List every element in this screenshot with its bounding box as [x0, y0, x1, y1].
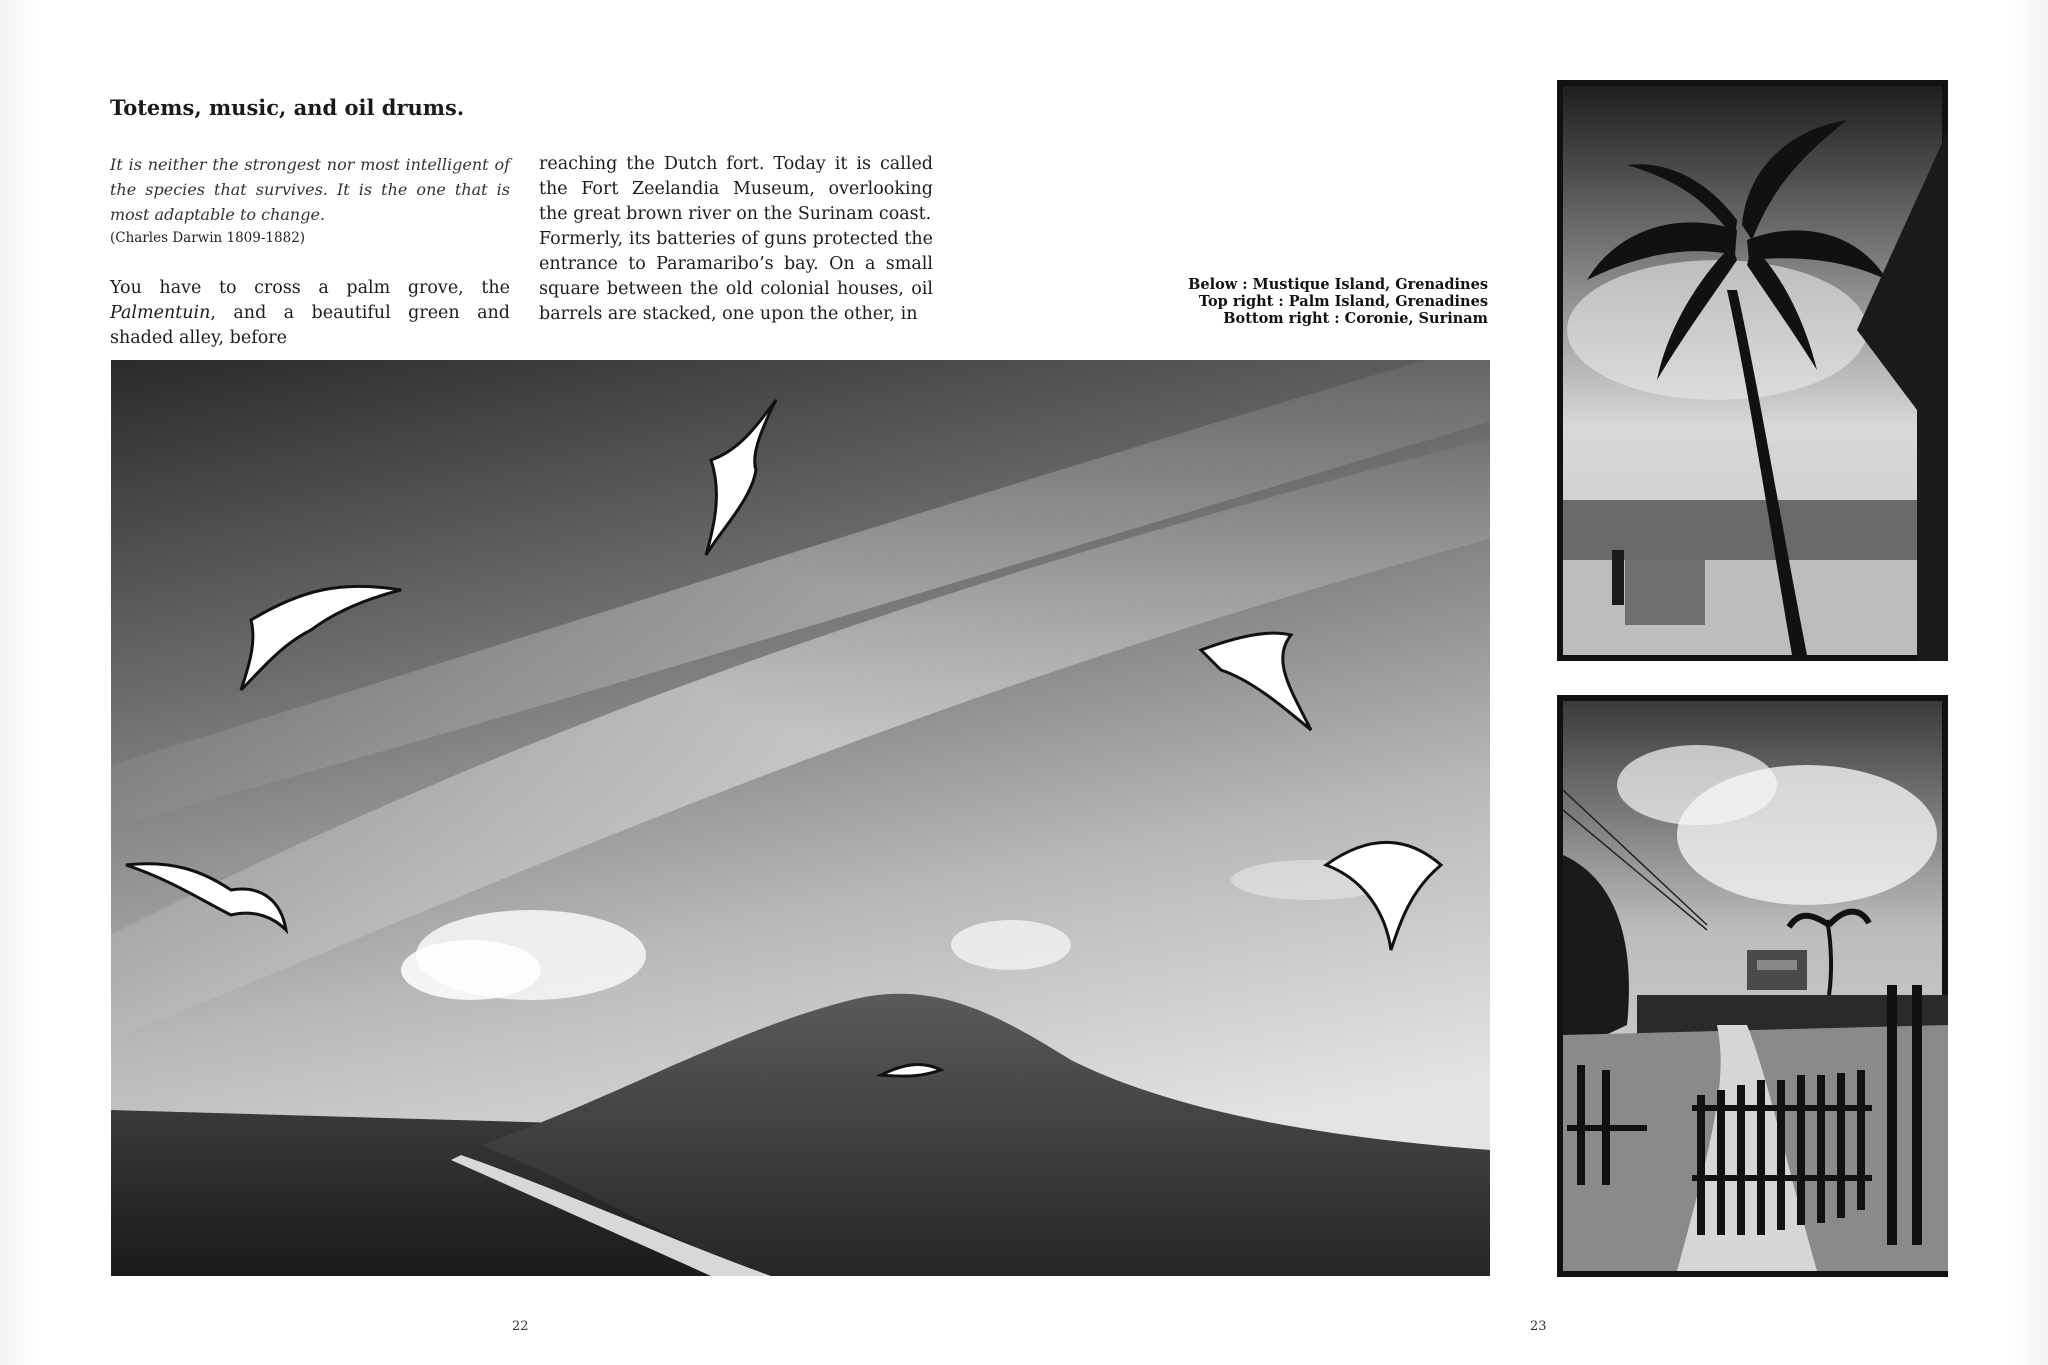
page-number-left: 22	[512, 1319, 529, 1334]
body-text: You have to cross a palm grove, the	[110, 278, 510, 298]
photo-captions	[1100, 276, 1488, 327]
caption-line-below: Below : Mustique Island, Grenadines	[1188, 276, 1488, 293]
body-text: , and a beautiful green and shaded alley, before	[110, 303, 510, 348]
photo-coronie-surinam	[1557, 695, 1948, 1277]
section-heading: Totems, music, and oil drums.	[110, 95, 465, 120]
page-number-right: 23	[1530, 1319, 1547, 1334]
caption-line-top-right: Top right : Palm Island, Grenadines	[1198, 293, 1488, 310]
body-paragraph: Formerly, its batteries of guns protected the entrance to Paramaribo’s bay. On a small square between the old colonial houses, oil barrels are stacked, one upon the other, in	[539, 229, 933, 324]
photo-palm-island-image	[1557, 80, 1948, 661]
body-paragraph: reaching the Dutch fort. Today it is called the Fort Zeelandia Museum, overlooking the great brown river on the Surinam coast.	[539, 154, 933, 224]
photo-mustique-gulls	[111, 360, 1490, 1276]
photo-coronie-surinam-image	[1557, 695, 1948, 1277]
body-column-1	[110, 276, 510, 351]
body-column-2	[539, 152, 933, 327]
body-italic-term: Palmentuin	[110, 303, 211, 323]
epigraph-attribution: (Charles Darwin 1809-1882)	[110, 230, 306, 246]
photo-palm-island	[1557, 80, 1948, 661]
photo-mustique-gulls-image	[111, 360, 1490, 1276]
epigraph-quote: It is neither the strongest nor most intelligent of the species that survives. It is the one that is most adaptable to change.	[110, 155, 510, 224]
caption-line-bottom-right: Bottom right : Coronie, Surinam	[1223, 310, 1488, 327]
